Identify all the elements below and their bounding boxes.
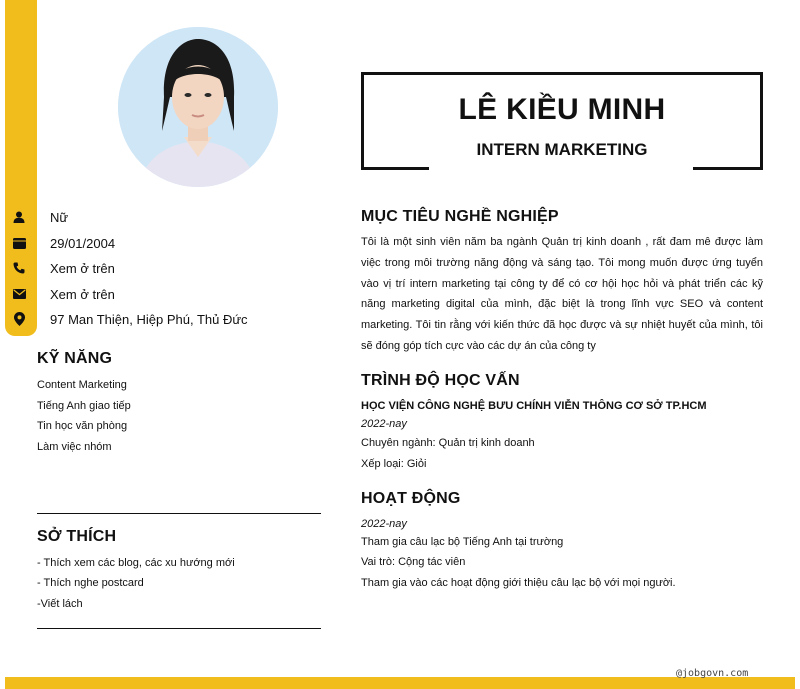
activities-line: Vai trò: Cộng tác viên <box>361 556 466 568</box>
contact-gender: Nữ <box>50 210 69 225</box>
left-accent-bar <box>5 0 37 336</box>
contact-address: 97 Man Thiện, Hiệp Phú, Thủ Đức <box>50 312 248 327</box>
avatar <box>118 27 278 187</box>
calendar-icon <box>12 236 26 250</box>
education-title: TRÌNH ĐỘ HỌC VẤN <box>361 372 520 389</box>
activities-line: Tham gia câu lạc bộ Tiếng Anh tại trường <box>361 536 564 548</box>
list-item: Làm việc nhóm <box>37 441 112 453</box>
name-frame-bottom-left <box>361 167 429 170</box>
candidate-name: LÊ KIỀU MINH <box>458 93 666 126</box>
education-period: 2022-nay <box>361 418 407 430</box>
skills-title: KỸ NĂNG <box>37 350 113 367</box>
name-frame-bottom-right <box>693 167 763 170</box>
contact-email: Xem ở trên <box>50 287 115 302</box>
contact-birthday: 29/01/2004 <box>50 236 116 251</box>
list-item: Content Marketing <box>37 379 127 391</box>
hobbies-title: SỞ THÍCH <box>37 528 117 545</box>
list-item: Tin học văn phòng <box>37 420 128 432</box>
education-school: HỌC VIỆN CÔNG NGHỆ BƯU CHÍNH VIỄN THÔNG CƠ SỞ TP.HCM <box>361 400 707 412</box>
activities-title: HOẠT ĐỘNG <box>361 490 461 507</box>
location-icon <box>12 312 26 326</box>
activities-period: 2022-nay <box>361 518 407 530</box>
divider <box>37 628 321 629</box>
objective-text: Tôi là một sinh viên năm ba ngành Quản trị kinh doanh , rất đam mê được làm việc trong môi trường năng động và sáng tạo. Tôi mong muốn được ứng tuyển vào vị trí intern marketing tại công ty để có cơ hội học hỏi và phát triển các kỹ năng marketing digital của mình, đặc biệt là trong lĩnh vực SEO và content marketing. Tôi tin rằng với kiến thức đã học được và sự nhiệt huyết của mình, tôi sẽ đóng góp tích cực vào các dự án của công ty <box>361 236 763 352</box>
activities-line: Tham gia vào các hoạt động giới thiệu câu lạc bộ với mọi người. <box>361 577 676 589</box>
list-item: -Viết lách <box>37 598 83 610</box>
user-icon <box>12 210 26 224</box>
contact-phone: Xem ở trên <box>50 261 115 276</box>
education-major: Chuyên ngành: Quản trị kinh doanh <box>361 437 535 449</box>
phone-icon <box>12 261 26 275</box>
objective-title: MỤC TIÊU NGHỀ NGHIỆP <box>361 208 559 225</box>
divider <box>37 513 321 514</box>
watermark: @jobgovn.com <box>676 668 749 679</box>
mail-icon <box>12 287 26 301</box>
education-grade: Xếp loại: Giỏi <box>361 458 427 470</box>
list-item: - Thích nghe postcard <box>37 577 144 589</box>
candidate-role: INTERN MARKETING <box>476 140 648 159</box>
list-item: - Thích xem các blog, các xu hướng mới <box>37 557 235 569</box>
list-item: Tiếng Anh giao tiếp <box>37 400 131 412</box>
